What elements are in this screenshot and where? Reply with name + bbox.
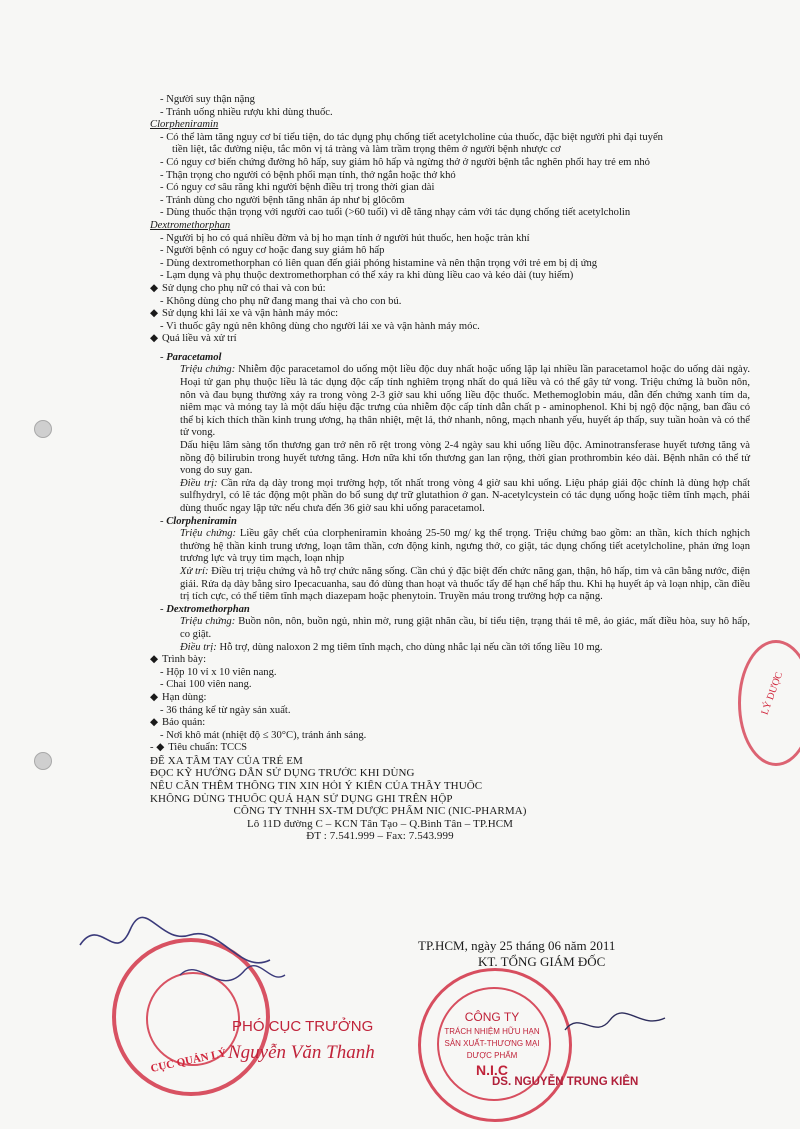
authority-seal-text: CỤC QUẢN LÝ (149, 1047, 228, 1075)
section-heading: Dextromethorphan (150, 219, 231, 231)
text-line: Dùng dextromethorphan có liên quan đến giải phóng histamine và nên thận trọng với trẻ em bị dị ứng (166, 257, 598, 269)
text-line: 36 tháng kể từ ngày sản xuất. (166, 704, 291, 716)
diamond-bullet-icon: ◆ (150, 691, 159, 703)
seal-text: TRÁCH NHIỆM HỮU HẠN (444, 1027, 540, 1036)
deputy-director-name: Nguyễn Văn Thanh (228, 1042, 375, 1063)
seal-text: DƯỢC PHẨM (466, 1051, 518, 1060)
item-heading: Tiêu chuẩn: TCCS (168, 742, 248, 754)
item-heading: Sử dụng cho phụ nữ có thai và con bú: (162, 282, 326, 294)
diamond-bullet-icon: ◆ (150, 717, 159, 729)
text-line: Nơi khô mát (nhiệt độ ≤ 30°C), tránh ánh sáng. (166, 729, 367, 741)
seal-text: CÔNG TY (464, 1010, 520, 1024)
text-line: Người bị ho có quá nhiều đờm và bị ho mạn tính ở người hút thuốc, hen hoặc tràn khí (166, 232, 530, 244)
diamond-bullet-icon: ◆ (156, 742, 165, 754)
item-heading: Quá liều và xử trí (162, 333, 237, 345)
paragraph: Điều trị: Cần rửa dạ dày trong mọi trường hợp, tốt nhất trong vòng 4 giờ sau khi uống. Liệu pháp giải độc chính là dùng hợp chất sulfhydryl, có lẽ tác động một phần do bổ sung dự trữ glutathion ở gan. N-acetylcystein có tác dụng uống hoặc tiêm tĩnh mạch, phải dùng thuốc ngay lập tức nếu chưa đến 36 giờ sau khi uống paracetamol. (180, 477, 751, 514)
signer-title: KT. TỔNG GIÁM ĐỐC (478, 954, 606, 969)
item-heading: Trình bày: (162, 654, 207, 666)
diamond-bullet-icon: ◆ (150, 282, 159, 294)
text-line: Có thể làm tăng nguy cơ bí tiểu tiện, do tác dụng phụ chống tiết acetylcholine của thuốc, đặc biệt người phì đại tuyến (166, 131, 663, 143)
text-line: Thận trọng cho người có bệnh phổi mạn tính, thở ngắn hoặc thở khó (166, 169, 456, 181)
text-line: Tránh uống nhiều rượu khi dùng thuốc. (166, 106, 333, 118)
item-heading: Hạn dùng: (162, 691, 207, 703)
punch-hole (34, 420, 52, 438)
text-line: Chai 100 viên nang. (166, 679, 252, 691)
side-seal-text: LÝ DƯỢC (759, 670, 786, 717)
subsection-heading: Dextromethorphan (166, 603, 250, 615)
paragraph: Điều trị: Hỗ trợ, dùng naloxon 2 mg tiêm tĩnh mạch, cho dùng nhắc lại nếu cần tới tổng liều 10 mg. (180, 641, 603, 653)
diamond-bullet-icon: ◆ (150, 654, 159, 666)
section-heading: Clorpheniramin (150, 119, 219, 131)
warning-line: KHÔNG DÙNG THUỐC QUÁ HẠN SỬ DỤNG GHI TRÊN HỘP (150, 792, 453, 805)
company-address: Lô 11D đường C – KCN Tân Tạo – Q.Bình Tân – TP.HCM (246, 817, 514, 830)
item-heading: Sử dụng khi lái xe và vận hành máy móc: (162, 308, 339, 320)
diamond-bullet-icon: ◆ (150, 308, 159, 320)
text-line: Tránh dùng cho người bệnh tăng nhãn áp như bị glôcôm (166, 194, 405, 206)
seal-brand: N.I.C (476, 1062, 508, 1078)
text-line: Lạm dụng và phụ thuộc dextromethorphan có thể xảy ra khi dùng liều cao và kéo dài (tuy hiếm) (166, 270, 574, 282)
text-line: Người suy thận nặng (166, 94, 255, 105)
paragraph: Dấu hiệu lâm sàng tổn thương gan trở nên rõ rệt trong vòng 2-4 ngày sau khi uống liều độc. Aminotransferase huyết tương tăng và nồng độ bilirubin trong huyết tương tăng. Hơn nữa khi tổn thương gan lan rộng, thời gian prothrombin kéo dài. Bệnh nhân có thể tử vong do suy gan. (180, 440, 750, 477)
text-line: Người bệnh có nguy cơ hoặc đang suy giảm hô hấp (166, 245, 385, 257)
director-name: DS. NGUYỄN TRUNG KIÊN (492, 1076, 639, 1088)
subsection-heading: Clorpheniramin (166, 515, 237, 527)
text-line: tiền liệt, tắc đường niệu, tắc môn vị tá tràng và làm trầm trọng thêm ở người bệnh nhược cơ (172, 144, 561, 156)
warning-line: ĐỌC KỸ HƯỚNG DẪN SỬ DỤNG TRƯỚC KHI DÙNG (150, 767, 415, 780)
paragraph: Triệu chứng: Liều gây chết của clorpheniramin khoảng 25-50 mg/ kg thể trọng. Triệu chứng bao gồm: an thần, kích thích nghịch thường hệ thần kinh trung ương, loạn tâm thần, cơn động kinh, ngưng thở, co giật, tác dụng chống tiết acetylcholine, phản ứng loạn trương lực và trụy tim mạch, loạn nhịp (180, 528, 751, 565)
paragraph: Triệu chứng: Buồn nôn, nôn, buồn ngủ, nhìn mờ, rung giật nhãn cầu, bí tiểu tiện, trạng thái tê mê, ảo giác, mất điều hòa, suy hô hấp, co giật. (180, 616, 750, 640)
diamond-bullet-icon: ◆ (150, 333, 159, 345)
punch-hole (34, 752, 52, 770)
company-phone: ĐT : 7.541.999 – Fax: 7.543.999 (306, 830, 454, 843)
paragraph: Xử trí: Điều trị triệu chứng và hỗ trợ chức năng sống. Cần chú ý đặc biệt đến chức năng gan, thận, hô hấp, tim và cân bằng nước, điện giải. Rửa dạ dày bằng siro Ipecacuanha, sau đó dùng than hoạt và thuốc tẩy để hạn chế hấp thu. Khi hạ huyết áp và loạn nhịp, cần điều trị tích cực, có thể tiêm tĩnh mạch diazepam hoặc phenytoin. Truyền máu trong trường hợp ca nặng. (180, 565, 750, 603)
handwritten-signature-left (70, 905, 300, 1015)
warning-line: NẾU CẦN THÊM THÔNG TIN XIN HỎI Ý KIẾN CỦA THẦY THUỐC (150, 780, 483, 793)
text-line: Có nguy cơ sâu răng khi người bệnh điều trị trong thời gian dài (166, 182, 435, 194)
text-line: Không dùng cho phụ nữ đang mang thai và cho con bú. (166, 295, 402, 307)
text-line: Vì thuốc gây ngủ nên không dùng cho người lái xe và vận hành máy móc. (166, 320, 480, 332)
deputy-director-title: PHÓ CỤC TRƯỞNG (232, 1018, 374, 1035)
text-line: Hộp 10 vỉ x 10 viên nang. (166, 666, 277, 678)
leaflet-content: - Người suy thận nặng - Tránh uống nhiều rượu khi dùng thuốc. Clorpheniramin - Có thể làm tăng nguy cơ bí tiểu tiện, do tác dụng phụ chống tiết acetylcholine của thuốc, đặc biệt người phì đại tuyến tiền liệt, tắc đường niệu, tắc môn vị tá tràng và làm trầm trọng thêm ở người bệnh nhược cơ - Có nguy cơ biến chứng đường hô hấp, suy giảm hô hấp và ngừng thở ở người bệnh tắc nghẽn phổi hay trẻ em nhỏ - Thận trọng cho người có bệnh phổi mạn tính, thở ngắn hoặc thở khó - Có nguy cơ sâu răng khi người bệnh điều trị trong thời gian dài - Tránh dùng cho người bệnh tăng nhãn áp như bị glôcôm - Dùng thuốc thận trọng với người cao tuổi (>60 tuổi) vì dễ tăng nhạy cảm với tác dụng chống tiết acetylcholin Dextromethorphan - Người bị ho có quá nhiều đờm và bị ho mạn tính ở người hút thuốc, hen hoặc tràn khí - Người bệnh có nguy cơ hoặc đang suy giảm hô hấp - Dùng dextromethorphan có liên quan đến giải phóng histamine và nên thận trọng với trẻ em bị dị ứng - Lạm dụng và phụ thuộc dextromethorphan có thể xảy ra khi dùng liều cao và kéo dài (tuy hiếm) ◆ Sử dụng cho phụ nữ có thai và con bú: - Không dùng cho phụ nữ đang mang thai và cho con bú. ◆ Sử dụng khi lái xe và vận hành máy móc: - Vì thuốc gây ngủ nên không dùng cho người lái xe và vận hành máy móc. ◆ Quá liều và xử trí - Paracetamol Triệu chứng: Nhiễm độc paracetamol do uống một liều độc duy nhất hoặc uống lặp lại nhiều lần paracetamol hoặc do uống dài ngày. Hoại tử gan phụ thuộc liều là tác dụng độc cấp tính nghiêm trọng nhất do quá liều và có thể gây tử vong. Triệu chứng là buồn nôn, nôn và đau bụng thường xảy ra trong vòng 2-3 giờ sau khi uống liều độc thuốc. Methemoglobin máu, dẫn đến chứng xanh tím da, niêm mạc và móng tay là một dấu hiệu đặc trưng của nhiễm độc cấp tính dẫn chất p - aminophenol. Khi bị ngộ độc nặng, ban đầu có thể bị kích thích thần kinh trung ương, hạ thân nhiệt, mệt lả, thở nhanh, nông, mạch nhanh yếu, huyết áp thấp, suy tuần hoàn và có thể tử vong. Dấu hiệu lâm sàng tổn thương gan trở nên rõ rệt trong vòng 2-4 ngày sau khi uống liều độc. Aminotransferase huyết tương tăng và nồng độ bilirubin trong huyết tương tăng. Hơn nữa khi tổn thương gan lan rộng, thời gian prothrombin kéo dài. Bệnh nhân có thể tử vong do suy gan. Điều trị: Cần rửa dạ dày trong mọi trường hợp, tốt nhất trong vòng 4 giờ sau khi uống. Liệu pháp giải độc chính là dùng hợp chất sulfhydryl, có lẽ tác động một phần do bổ sung dự trữ glutathion ở gan. N-acetylcystein có tác dụng uống hoặc tiêm tĩnh mạch, phải dùng thuốc ngay lập tức nếu chưa đến 36 giờ sau khi uống paracetamol. - Clorpheniramin Triệu chứng: Liều gây chết của clorpheniramin khoảng 25-50 mg/ kg thể trọng. Triệu chứng bao gồm: an thần, kích thích nghịch thường hệ thần kinh trung ương, loạn tâm thần, cơn động kinh, ngưng thở, co giật, tác dụng chống tiết acetylcholine, phản ứng loạn trương lực và trụy tim mạch, loạn nhịp Xử trí: Điều trị triệu chứng và hỗ trợ chức năng sống. Cần chú ý đặc biệt đến chức năng gan, thận, hô hấp, tim và cân bằng nước, điện giải. Rửa dạ dày bằng siro Ipecacuanha, sau đó dùng than hoạt và thuốc tẩy để hạn chế hấp thu. Khi hạ huyết áp và loạn nhịp, cần điều trị tích cực, có thể tiêm tĩnh mạch diazepam hoặc phenytoin. Truyền máu trong trường hợp ca nặng. - Dextromethorphan Triệu chứng: Buồn nôn, nôn, buồn ngủ, nhìn mờ, rung giật nhãn cầu, bí tiểu tiện, trạng thái tê mê, ảo giác, mất điều hòa, suy hô hấp, co giật. Điều trị: Hỗ trợ, dùng naloxon 2 mg tiêm tĩnh mạch, cho dùng nhắc lại nếu cần tới tổng liều 10 mg. ◆ Trình bày: - Hộp 10 vỉ x 10 viên nang. - Chai 100 viên nang. ◆ Hạn dùng: - 36 tháng kể từ ngày sản xuất. ◆ Bảo quản: - Nơi khô mát (nhiệt độ ≤ 30°C), tránh ánh sáng. - ◆ Tiêu chuẩn: TCCS ĐỂ XA TẦM TAY CỦA TRẺ EM ĐỌC KỸ HƯỚNG DẪN SỬ DỤNG TRƯỚC KHI DÙNG NẾU CẦN THÊM THÔNG TIN XIN HỎI Ý KIẾN CỦA THẦY THUỐC KHÔNG DÙNG THUỐC QUÁ HẠN SỬ DỤNG GHI TRÊN HỘP CÔNG TY TNHH SX-TM DƯỢC PHẨM NIC (NIC-PHARMA) Lô 11D đường C – KCN Tân Tạo – Q.Bình Tân – TP.HCM ĐT : 7.541.999 – Fax: 7.543.999 (150, 94, 751, 843)
subsection-heading: Paracetamol (166, 351, 222, 363)
handwritten-signature-right (560, 1000, 670, 1050)
company-name: CÔNG TY TNHH SX-TM DƯỢC PHẨM NIC (NIC-PHARMA) (233, 805, 527, 818)
warning-line: ĐỂ XA TẦM TAY CỦA TRẺ EM (150, 754, 303, 767)
seal-text: SẢN XUẤT-THƯƠNG MẠI (444, 1039, 540, 1048)
text-line: Dùng thuốc thận trọng với người cao tuổi (>60 tuổi) vì dễ tăng nhạy cảm với tác dụng chống tiết acetylcholin (166, 207, 631, 219)
paragraph: Triệu chứng: Nhiễm độc paracetamol do uống một liều độc duy nhất hoặc uống lặp lại nhiều lần paracetamol hoặc do uống dài ngày. Hoại tử gan phụ thuộc liều là tác dụng độc cấp tính nghiêm trọng nhất do quá liều và có thể gây tử vong. Triệu chứng là buồn nôn, nôn và đau bụng thường xảy ra trong vòng 2-3 giờ sau khi uống liều độc thuốc. Methemoglobin máu, dẫn đến chứng xanh tím da, niêm mạc và móng tay là một dấu hiệu đặc trưng của nhiễm độc cấp tính dẫn chất p - aminophenol. Khi bị ngộ độc nặng, ban đầu có thể bị kích thích thần kinh trung ương, hạ thân nhiệt, mệt lả, thở nhanh, nông, mạch nhanh yếu, huyết áp thấp, suy tuần hoàn và có thể tử vong. (180, 364, 750, 439)
text-line: Có nguy cơ biến chứng đường hô hấp, suy giảm hô hấp và ngừng thở ở người bệnh tắc nghẽn phổi hay trẻ em nhỏ (166, 156, 650, 168)
signature-date: TP.HCM, ngày 25 tháng 06 năm 2011 (418, 938, 616, 953)
item-heading: Bảo quản: (162, 717, 206, 729)
